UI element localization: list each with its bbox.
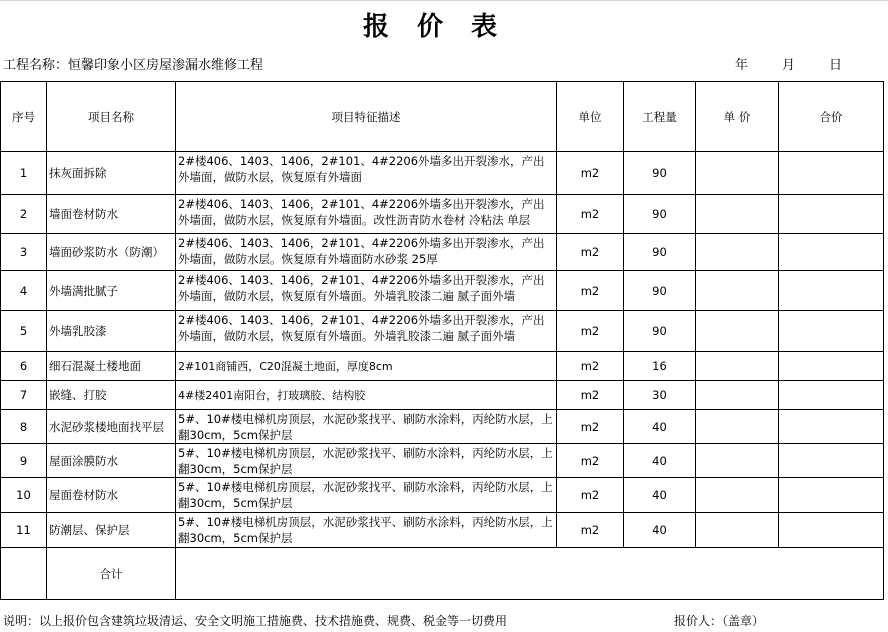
row-price[interactable] xyxy=(696,478,779,513)
row-desc: 5#、10#楼电梯机房顶层，水泥砂浆找平、刷防水涂料，丙纶防水层，上翻30cm，5cm保护层 xyxy=(176,513,557,548)
table-row xyxy=(1,271,884,311)
row-qty: 16 xyxy=(624,352,696,381)
date-day: 日 xyxy=(829,58,843,73)
row-unit: m2 xyxy=(557,311,624,352)
table-row xyxy=(1,152,884,195)
table-row xyxy=(1,311,884,352)
table-row xyxy=(1,444,884,478)
row-unit: m2 xyxy=(557,195,624,234)
row-desc: 5#、10#楼电梯机房顶层，水泥砂浆找平、刷防水涂料，丙纶防水层，上翻30cm，5cm保护层 xyxy=(176,478,557,513)
row-seq: 11 xyxy=(1,513,47,548)
row-qty: 90 xyxy=(624,271,696,311)
row-total[interactable] xyxy=(779,444,884,478)
row-qty: 90 xyxy=(624,234,696,271)
row-seq: 4 xyxy=(1,271,47,311)
date-month: 月 xyxy=(782,58,796,73)
row-qty: 90 xyxy=(624,311,696,352)
row-desc: 5#、10#楼电梯机房顶层，水泥砂浆找平、刷防水涂料，丙纶防水层，上翻30cm，5cm保护层 xyxy=(176,410,557,444)
header-desc: 项目特征描述 xyxy=(176,82,557,152)
row-seq: 6 xyxy=(1,352,47,381)
row-price[interactable] xyxy=(696,352,779,381)
row-seq: 8 xyxy=(1,410,47,444)
row-price[interactable] xyxy=(696,271,779,311)
row-qty: 90 xyxy=(624,152,696,195)
table-header-row xyxy=(1,82,884,152)
row-desc: 5#、10#楼电梯机房顶层，水泥砂浆找平、刷防水涂料，丙纶防水层，上翻30cm，5cm保护层 xyxy=(176,444,557,478)
row-qty: 90 xyxy=(624,195,696,234)
row-total[interactable] xyxy=(779,234,884,271)
row-name: 细石混凝土楼地面 xyxy=(47,352,176,381)
row-price[interactable] xyxy=(696,195,779,234)
row-unit: m2 xyxy=(557,410,624,444)
row-seq: 7 xyxy=(1,381,47,410)
header-qty: 工程量 xyxy=(624,82,696,152)
row-price[interactable] xyxy=(696,234,779,271)
row-total[interactable] xyxy=(779,352,884,381)
row-total[interactable] xyxy=(779,381,884,410)
row-total[interactable] xyxy=(779,513,884,548)
table-row xyxy=(1,513,884,548)
row-desc: 2#101商铺西，C20混凝土地面，厚度8cm xyxy=(176,352,557,381)
table-row xyxy=(1,195,884,234)
row-seq: 9 xyxy=(1,444,47,478)
row-name: 外墙满批腻子 xyxy=(47,271,176,311)
row-price[interactable] xyxy=(696,152,779,195)
row-unit: m2 xyxy=(557,152,624,195)
signer-label: 报价人：（盖章） xyxy=(674,614,765,628)
row-unit: m2 xyxy=(557,513,624,548)
row-unit: m2 xyxy=(557,444,624,478)
row-total[interactable] xyxy=(779,271,884,311)
header-unit: 单位 xyxy=(557,82,624,152)
table-row xyxy=(1,352,884,381)
row-name: 防潮层、保护层 xyxy=(47,513,176,548)
row-total[interactable] xyxy=(779,311,884,352)
row-price[interactable] xyxy=(696,311,779,352)
row-total[interactable] xyxy=(779,410,884,444)
row-name: 抹灰面拆除 xyxy=(47,152,176,195)
quote-table xyxy=(0,81,884,600)
row-name: 墙面卷材防水 xyxy=(47,195,176,234)
row-seq: 3 xyxy=(1,234,47,271)
table-row xyxy=(1,478,884,513)
row-unit: m2 xyxy=(557,234,624,271)
row-qty: 30 xyxy=(624,381,696,410)
row-seq: 2 xyxy=(1,195,47,234)
page-title: 报价表 xyxy=(362,12,525,42)
row-desc: 2#楼406、1403、1406，2#101、4#2206外墙多出开裂渗水，产出外墙面，做防水层，恢复原有外墙面 xyxy=(176,152,557,195)
row-seq: 5 xyxy=(1,311,47,352)
total-value[interactable] xyxy=(176,548,884,600)
header-seq: 序号 xyxy=(1,82,47,152)
row-unit: m2 xyxy=(557,381,624,410)
row-name: 屋面涂膜防水 xyxy=(47,444,176,478)
header-total: 合价 xyxy=(779,82,884,152)
row-qty: 40 xyxy=(624,410,696,444)
row-name: 墙面砂浆防水（防潮） xyxy=(47,234,176,271)
row-total[interactable] xyxy=(779,478,884,513)
total-label: 合计 xyxy=(47,548,176,600)
total-seq-empty xyxy=(1,548,47,600)
date-year: 年 xyxy=(735,58,749,73)
header-name: 项目名称 xyxy=(47,82,176,152)
row-total[interactable] xyxy=(779,152,884,195)
row-desc: 2#楼406、1403、1406，2#101、4#2206外墙多出开裂渗水，产出外墙面，做防水层。恢复原有外墙面防水砂浆 25厚 xyxy=(176,234,557,271)
project-name: 工程名称：恒馨印象小区房屋渗漏水维修工程 xyxy=(3,58,264,73)
row-qty: 40 xyxy=(624,513,696,548)
row-unit: m2 xyxy=(557,271,624,311)
table-row xyxy=(1,234,884,271)
row-desc: 4#楼2401南阳台，打玻璃胶、结构胶 xyxy=(176,381,557,410)
row-seq: 1 xyxy=(1,152,47,195)
footer-note: 说明：以上报价包含建筑垃圾清运、安全文明施工措施费、技术措施费、规费、税金等一切费用 xyxy=(3,614,508,628)
row-desc: 2#楼406、1403、1406，2#101、4#2206外墙多出开裂渗水，产出外墙面，做防水层，恢复原有外墙面。外墙乳胶漆二遍 腻子面外墙 xyxy=(176,271,557,311)
row-price[interactable] xyxy=(696,381,779,410)
row-qty: 40 xyxy=(624,478,696,513)
table-row xyxy=(1,381,884,410)
row-name: 屋面卷材防水 xyxy=(47,478,176,513)
row-unit: m2 xyxy=(557,352,624,381)
row-desc: 2#楼406、1403、1406，2#101、4#2206外墙多出开裂渗水，产出外墙面，做防水层，恢复原有外墙面。外墙乳胶漆二遍 腻子面外墙 xyxy=(176,311,557,352)
row-desc: 2#楼406、1403、1406，2#101、4#2206外墙多出开裂渗水，产出外墙面，做防水层，恢复原有外墙面。改性沥青防水卷材 冷粘法 单层 xyxy=(176,195,557,234)
row-price[interactable] xyxy=(696,444,779,478)
row-price[interactable] xyxy=(696,513,779,548)
total-row xyxy=(1,548,884,600)
row-unit: m2 xyxy=(557,478,624,513)
row-price[interactable] xyxy=(696,410,779,444)
row-total[interactable] xyxy=(779,195,884,234)
top-divider xyxy=(0,0,888,1)
row-name: 嵌缝、打胶 xyxy=(47,381,176,410)
row-name: 水泥砂浆楼地面找平层 xyxy=(47,410,176,444)
row-seq: 10 xyxy=(1,478,47,513)
table-row xyxy=(1,410,884,444)
row-qty: 40 xyxy=(624,444,696,478)
header-price: 单 价 xyxy=(696,82,779,152)
row-name: 外墙乳胶漆 xyxy=(47,311,176,352)
